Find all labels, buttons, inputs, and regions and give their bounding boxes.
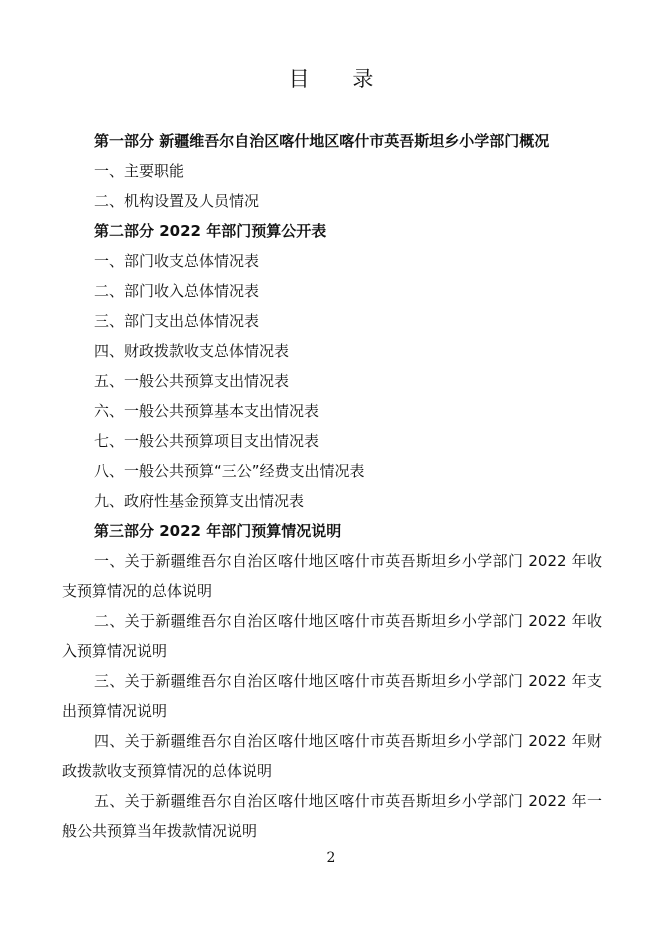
part2-heading: 第二部分 2022 年部门预算公开表 xyxy=(94,222,327,240)
toc-item: 五、一般公共预算支出情况表 xyxy=(94,372,290,390)
toc-paragraph: 四、关于新疆维吾尔自治区喀什地区喀什市英吾斯坦乡小学部门 2022 年财政拨款收支预算情况的总体说明 xyxy=(62,732,602,780)
page-number: 2 xyxy=(326,850,336,866)
toc-item: 二、部门收入总体情况表 xyxy=(94,282,260,300)
toc-item: 七、一般公共预算项目支出情况表 xyxy=(94,432,320,450)
part3-heading: 第三部分 2022 年部门预算情况说明 xyxy=(94,522,342,540)
toc-item: 二、机构设置及人员情况 xyxy=(94,192,260,210)
toc-item: 一、主要职能 xyxy=(94,162,185,180)
toc-item: 六、一般公共预算基本支出情况表 xyxy=(94,402,320,420)
toc-paragraph: 一、关于新疆维吾尔自治区喀什地区喀什市英吾斯坦乡小学部门 2022 年收支预算情况的总体说明 xyxy=(62,552,602,600)
toc-paragraph: 五、关于新疆维吾尔自治区喀什地区喀什市英吾斯坦乡小学部门 2022 年一般公共预算当年拨款情况说明 xyxy=(62,792,602,840)
toc-item: 九、政府性基金预算支出情况表 xyxy=(94,492,305,510)
toc-paragraph: 三、关于新疆维吾尔自治区喀什地区喀什市英吾斯坦乡小学部门 2022 年支出预算情况说明 xyxy=(62,672,602,720)
toc-item: 四、财政拨款收支总体情况表 xyxy=(94,342,290,360)
toc-item: 三、部门支出总体情况表 xyxy=(94,312,260,330)
page-title: 目 录 xyxy=(288,67,392,91)
toc-paragraph: 二、关于新疆维吾尔自治区喀什地区喀什市英吾斯坦乡小学部门 2022 年收入预算情况说明 xyxy=(62,612,602,660)
toc-item: 八、一般公共预算“三公”经费支出情况表 xyxy=(94,462,365,480)
toc-item: 一、部门收支总体情况表 xyxy=(94,252,260,270)
part1-heading: 第一部分 新疆维吾尔自治区喀什地区喀什市英吾斯坦乡小学部门概况 xyxy=(94,132,550,150)
